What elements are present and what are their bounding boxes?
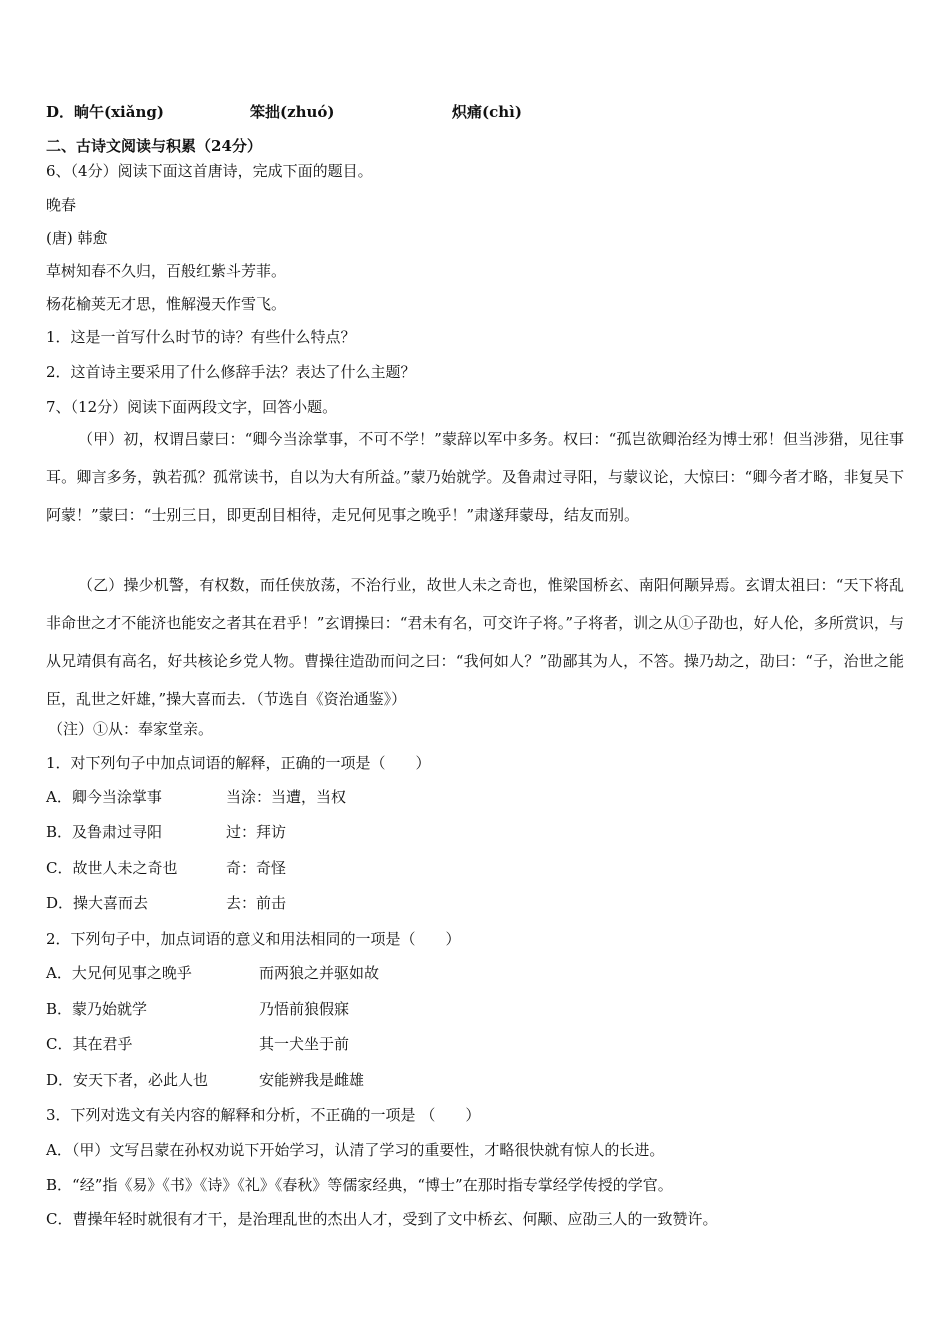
poem-line-2: 杨花榆荚无才思，惟解漫天作雪飞。 xyxy=(46,295,287,313)
passage-a: （甲）初，权谓吕蒙曰：“卿今当涂掌事，不可不学！”蒙辞以军中多务。权曰：“孤岂欲卿治经为博士邪！但当涉猎，见往事耳。卿言多务，孰若孤？孤常读书，自以为大有所益。”蒙乃始就学。及鲁肃过寻阳，与蒙议论，大惊曰：“卿今者才略，非复吴下阿蒙！”蒙曰：“士别三日，即更刮目相待，走兄何见事之晚乎！”肃遂拜蒙母，结友而别。 xyxy=(46,430,904,524)
passage-b: （乙）操少机警，有权数，而任侠放荡，不治行业，故世人未之奇也，惟梁国桥玄、南阳何颙异焉。玄谓太祖曰：“天下将乱非命世之才不能济也能安之者其在君乎！”玄谓操曰：“君未有名，可交许子将。”子将者，训之从①子劭也，好人伦，多所赏识，与从兄靖俱有高名，好共核论乡党人物。曹操往造劭而问之曰：“我何如人？”劭鄙其为人，不答。操乃劫之，劭曰：“子，治世之能臣，乱世之奸雄，”操大喜而去．（节选自《资治通鉴》） xyxy=(46,576,904,708)
section-2-title: 二、古诗文阅读与积累（24分） xyxy=(46,137,262,155)
q7-3-option-b: B．“经”指《易》《书》《诗》《礼》《春秋》等儒家经典，“博士”在那时指专掌经学传授的学官。 xyxy=(46,1176,673,1194)
option-sentence: B．蒙乃始就学 xyxy=(46,1000,148,1018)
poem-line-1: 草树知春不久归，百般红紫斗芳菲。 xyxy=(46,262,287,280)
option-sentence: A．卿今当涂掌事 xyxy=(46,788,162,806)
q6-sub-question-2: 2．这首诗主要采用了什么修辞手法？表达了什么主题？ xyxy=(46,363,416,381)
option-sentence: C．故世人未之奇也 xyxy=(46,859,178,877)
q6-sub-question-1: 1．这是一首写什么时节的诗？有些什么特点？ xyxy=(46,328,356,346)
option-sentence: D．安天下者，必此人也 xyxy=(46,1071,209,1089)
poem-author: (唐) 韩愈 xyxy=(46,229,108,247)
option-explanation: 过：拜访 xyxy=(226,823,287,841)
option-d-word-c: 炽痛(chì) xyxy=(452,103,522,121)
option-explanation: 奇：奇怪 xyxy=(226,859,287,877)
q7-stem: 7、（12分）阅读下面两段文字，回答小题。 xyxy=(46,398,338,416)
q7-3-option-a: A．（甲）文写吕蒙在孙权劝说下开始学习，认清了学习的重要性，才略很快就有惊人的长进。 xyxy=(46,1141,665,1159)
annotation-note: （注）①从：奉家堂亲。 xyxy=(48,720,214,738)
option-explanation: 当涂：当遭，当权 xyxy=(226,788,347,806)
option-comparison: 而两狼之并驱如故 xyxy=(259,964,380,982)
q6-stem: 6、（4分）阅读下面这首唐诗，完成下面的题目。 xyxy=(46,162,373,180)
option-d-label: D．晌午(xiǎng) xyxy=(46,103,164,121)
option-comparison: 乃悟前狼假寐 xyxy=(259,1000,350,1018)
option-sentence: A．大兄何见事之晚乎 xyxy=(46,964,192,982)
option-explanation: 去：前击 xyxy=(226,894,287,912)
option-sentence: B．及鲁肃过寻阳 xyxy=(46,823,163,841)
q7-sub-question-1: 1．对下列句子中加点词语的解释，正确的一项是（ ） xyxy=(46,754,431,772)
q7-sub-question-2: 2．下列句子中，加点词语的意义和用法相同的一项是（ ） xyxy=(46,930,461,948)
option-comparison: 其一犬坐于前 xyxy=(259,1035,350,1053)
option-d-word-b: 笨拙(zhuó) xyxy=(250,103,335,121)
option-sentence: D．操大喜而去 xyxy=(46,894,149,912)
q7-sub-question-3: 3．下列对选文有关内容的解释和分析，不正确的一项是 （ ） xyxy=(46,1106,481,1124)
poem-title: 晚春 xyxy=(46,196,77,214)
option-comparison: 安能辨我是雌雄 xyxy=(259,1071,365,1089)
option-sentence: C．其在君乎 xyxy=(46,1035,133,1053)
q7-3-option-c: C．曹操年轻时就很有才干，是治理乱世的杰出人才，受到了文中桥玄、何颙、应劭三人的一致赞许。 xyxy=(46,1210,718,1228)
